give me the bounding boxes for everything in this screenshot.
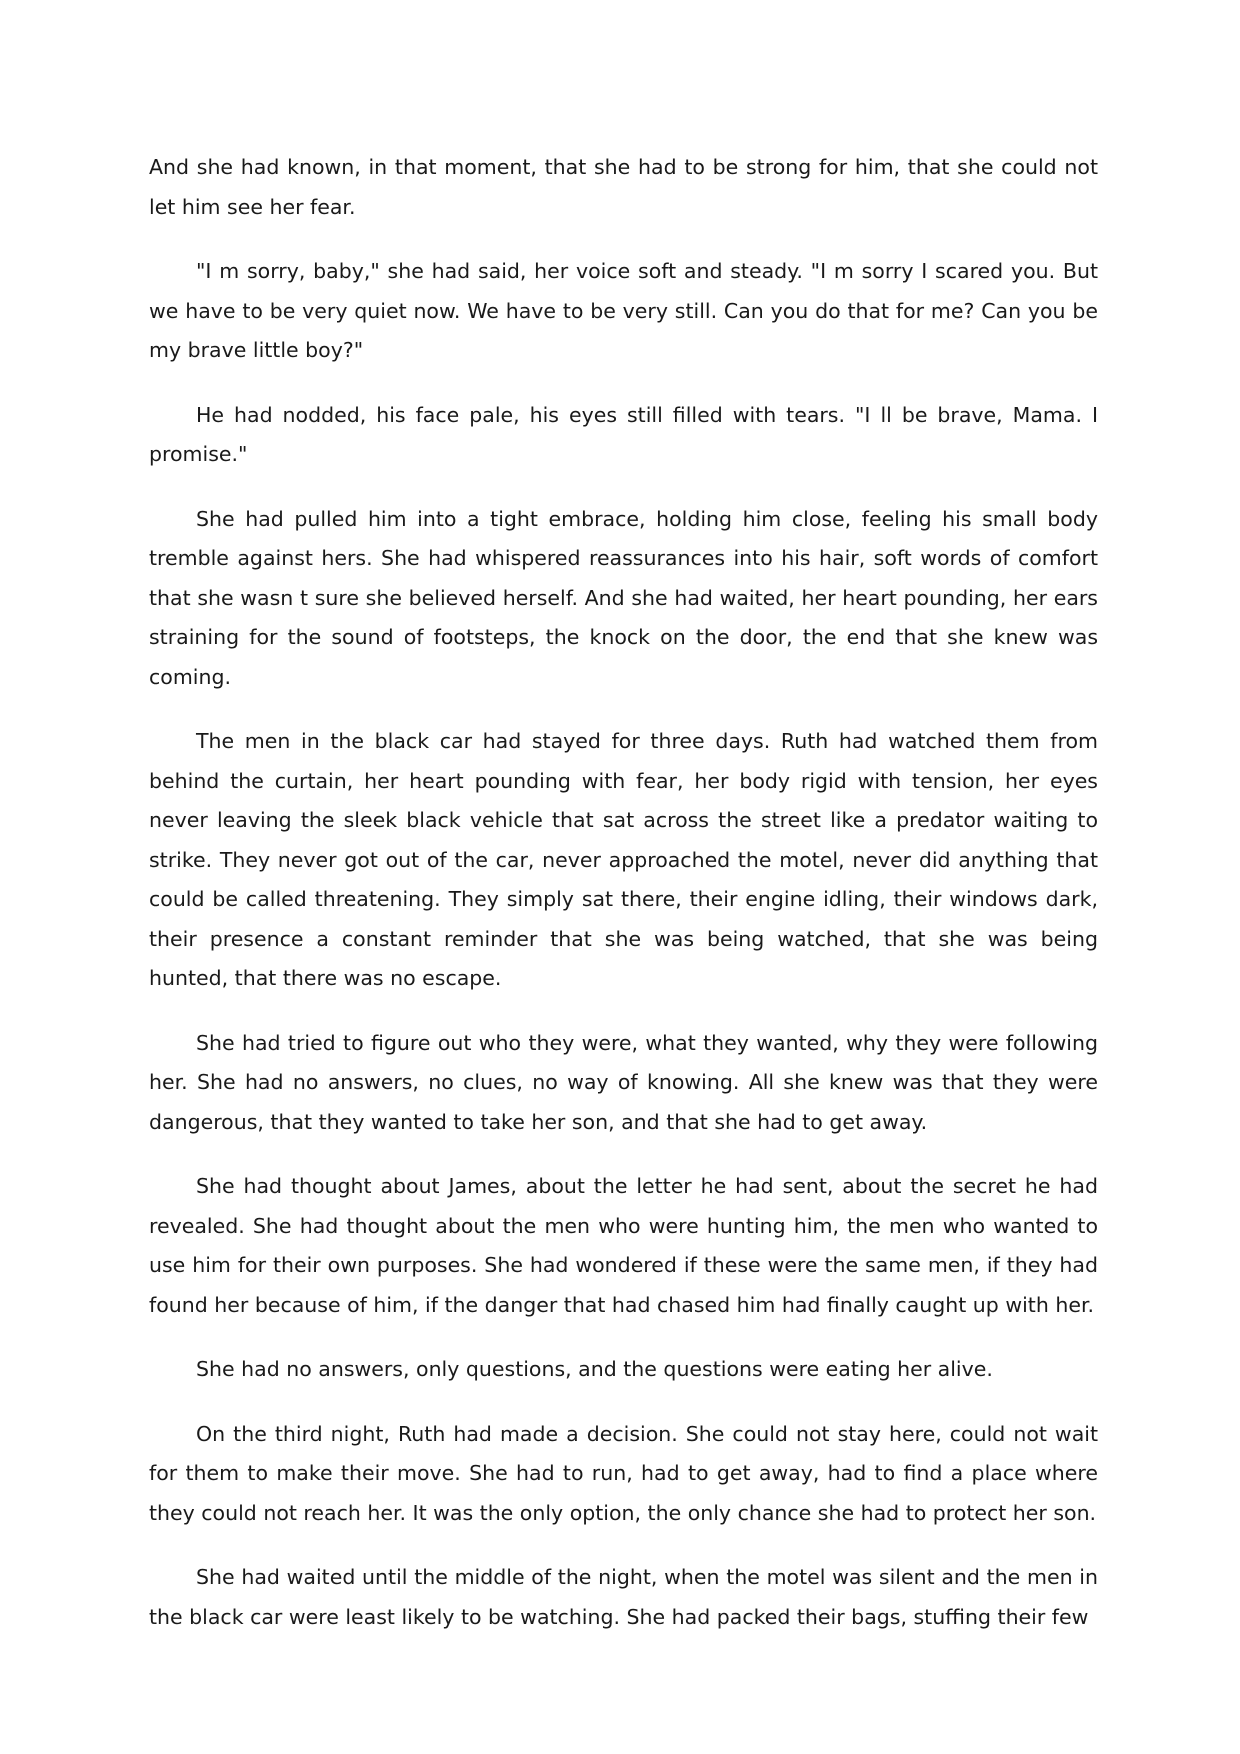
paragraph-2: "I m sorry, baby," she had said, her voice soft and steady. "I m sorry I scared you. But we have to be very quiet now. We have to be very still. Can you do that for me? Can you be my brave little boy?" (149, 259, 1098, 362)
document-text-body (149, 148, 1098, 1662)
paragraph-1: And she had known, in that moment, that she had to be strong for him, that she could not let him see her fear. (149, 155, 1098, 219)
paragraph-8: She had no answers, only questions, and the questions were eating her alive. (196, 1357, 993, 1381)
paragraph-9: On the third night, Ruth had made a decision. She could not stay here, could not wait for them to make their move. She had to run, had to get away, had to find a place where they could not reach her. It was the only option, the only chance she had to protect her son. (149, 1421, 1098, 1525)
paragraph-4: She had pulled him into a tight embrace, holding him close, feeling his small body tremble against hers. She had whispered reassurances into his hair, soft words of comfort that she wasn t sure she believed herself. And she had waited, her heart pounding, her ears straining for the sound of footsteps, the knock on the door, the end that she knew was coming. (149, 506, 1098, 689)
paragraph-3: He had nodded, his face pale, his eyes still filled with tears. "I ll be brave, Mama. I promise." (149, 402, 1098, 466)
paragraph-10: She had waited until the middle of the night, when the motel was silent and the men in the black car were least likely to be watching. She had packed their bags, stuffing their few (149, 1565, 1098, 1629)
paragraph-6: She had tried to figure out who they were, what they wanted, why they were following her. She had no answers, no clues, no way of knowing. All she knew was that they were dangerous, that they wanted to take her son, and that she had to get away. (149, 1030, 1098, 1134)
paragraph-7: She had thought about James, about the letter he had sent, about the secret he had revealed. She had thought about the men who were hunting him, the men who wanted to use him for their own purposes. She had wondered if these were the same men, if they had found her because of him, if the danger that had chased him had finally caught up with her. (149, 1174, 1098, 1317)
paragraph-5: The men in the black car had stayed for three days. Ruth had watched them from behind the curtain, her heart pounding with fear, her body rigid with tension, her eyes never leaving the sleek black vehicle that sat across the street like a predator waiting to strike. They never got out of the car, never approached the motel, never did anything that could be called threatening. They simply sat there, their engine idling, their windows dark, their presence a constant reminder that she was being watched, that she was being hunted, that there was no escape. (149, 729, 1098, 990)
